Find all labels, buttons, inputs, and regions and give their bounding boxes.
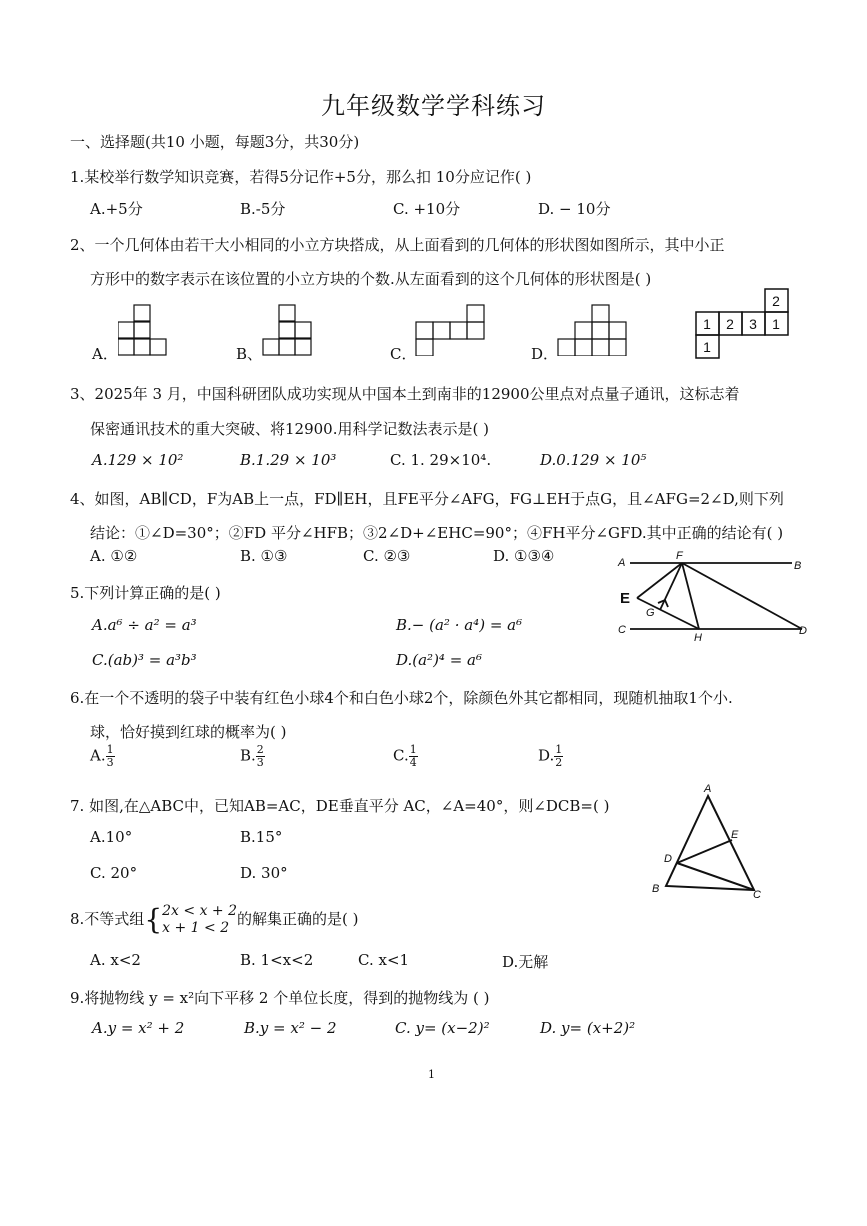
q3-option-c[interactable]: C. 1. 29×10⁴. — [390, 451, 492, 469]
q9-option-b[interactable]: B.y = x² − 2 — [244, 1019, 337, 1037]
q1-option-d[interactable]: D. − 10分 — [538, 200, 611, 218]
denominator: 4 — [409, 756, 417, 769]
q2-stem-line2: 方形中的数字表示在该位置的小立方块的个数.从左面看到的这个几何体的形状图是( ) — [90, 270, 652, 288]
q9-stem: 9.将抛物线 y = x²向下平移 2 个单位长度，得到的抛物线为 ( ) — [70, 989, 490, 1007]
numerator: 2 — [256, 743, 264, 756]
fig-label: A — [618, 557, 626, 569]
grid-number: 1 — [772, 316, 780, 332]
fig-label: B — [794, 560, 802, 572]
q8-option-a[interactable]: A. x<2 — [90, 951, 141, 969]
q3-stem-line1: 3、2025年 3 月，中国科研团队成功实现从中国本土到南非的12900公里点对点量子通讯，这标志着 — [70, 385, 740, 403]
q2-option-d[interactable]: D． — [531, 345, 559, 363]
brace-icon: { — [144, 903, 163, 936]
q3-option-b[interactable]: B.1.29 × 10³ — [240, 451, 337, 469]
q8-option-c[interactable]: C. x<1 — [358, 951, 410, 969]
q3-option-d[interactable]: D.0.129 × 10⁵ — [540, 451, 647, 469]
numerator: 1 — [106, 743, 114, 756]
inequality-2: x + 1 < 2 — [162, 920, 230, 936]
fig-label: C — [753, 889, 761, 900]
q6-stem-line1: 6.在一个不透明的袋子中装有红色小球4个和白色小球2个，除颜色外其它都相同，现随机抽取1个小. — [70, 689, 733, 707]
q6-option-d[interactable] — [538, 744, 563, 769]
q5-option-b[interactable]: B.− (a² · a⁴) = a⁶ — [396, 616, 523, 634]
q5-option-c[interactable]: C.(ab)³ = a³b³ — [92, 651, 197, 669]
q9-option-c[interactable]: C. y= (x−2)² — [395, 1019, 490, 1037]
q5-option-d[interactable]: D.(a²)⁴ = a⁶ — [396, 651, 482, 669]
page-title: 九年级数学学科练习 — [321, 92, 546, 120]
denominator: 3 — [106, 756, 114, 769]
fig-label: E — [620, 590, 631, 607]
grid-number: 2 — [772, 293, 780, 309]
grid-number: 3 — [749, 316, 757, 332]
q1-option-a[interactable]: A.+5分 — [90, 200, 143, 218]
denominator: 3 — [256, 756, 264, 769]
q7-option-c[interactable]: C. 20° — [90, 864, 138, 882]
q6-option-a[interactable] — [90, 744, 115, 769]
q2-figure-d — [557, 304, 629, 356]
q6-option-b[interactable] — [240, 744, 265, 769]
q7-figure — [646, 782, 776, 900]
option-letter: C. — [393, 746, 409, 765]
q2-option-a[interactable]: A． — [92, 345, 118, 363]
grid-number: 2 — [726, 316, 734, 332]
denominator: 2 — [555, 756, 563, 769]
q1-option-c[interactable]: C. +10分 — [393, 200, 461, 218]
q6-option-c[interactable] — [393, 744, 418, 769]
fig-label: E — [731, 829, 739, 841]
fig-label: B — [652, 883, 660, 895]
numerator: 1 — [555, 743, 563, 756]
fig-label: H — [694, 632, 702, 644]
q8-stem-suffix: 的解集正确的是( ) — [237, 910, 359, 928]
q2-stem-line1: 2、一个几何体由若干大小相同的小立方块搭成，从上面看到的几何体的形状图如图所示，其中小正 — [70, 236, 725, 254]
q9-option-d[interactable]: D. y= (x+2)² — [540, 1019, 636, 1037]
q7-stem: 7. 如图,在△ABC中，已知AB=AC，DE垂直平分 AC，∠A=40°，则∠DCB=( ) — [70, 797, 610, 815]
option-letter: B. — [240, 746, 256, 765]
q2-figure-c — [415, 304, 487, 356]
q9-option-a[interactable]: A.y = x² + 2 — [92, 1019, 185, 1037]
q1-option-b[interactable]: B.-5分 — [240, 200, 286, 218]
q3-stem-line2: 保密通讯技术的重大突破、将12900.用科学记数法表示是( ) — [90, 420, 489, 438]
fig-label: D — [664, 853, 672, 865]
q7-option-b[interactable]: B.15° — [240, 828, 283, 846]
q2-option-c[interactable]: C． — [390, 345, 417, 363]
fig-label: D — [799, 625, 807, 637]
fig-label: F — [676, 550, 683, 562]
q2-top-view-figure — [694, 286, 794, 364]
q4-figure — [612, 548, 814, 644]
fig-label: G — [646, 607, 655, 619]
option-letter: D. — [538, 746, 555, 765]
q4-stem-line1: 4、如图，AB∥CD，F为AB上一点，FD∥EH，且FE平分∠AFG，FG⊥EH于点G，且∠AFG=2∠D,则下列 — [70, 490, 784, 508]
q4-option-a[interactable]: A. ①② — [90, 547, 138, 565]
q4-option-c[interactable]: C. ②③ — [363, 547, 411, 565]
grid-number: 1 — [703, 316, 711, 332]
grid-number: 1 — [703, 339, 711, 355]
q5-stem: 5.下列计算正确的是( ) — [70, 584, 221, 602]
numerator: 1 — [409, 743, 417, 756]
fig-label: A — [704, 783, 712, 795]
fig-label: C — [618, 624, 626, 636]
q4-stem-line2: 结论：①∠D=30°；②FD 平分∠HFB；③2∠D+∠EHC=90°；④FH平分∠GFD.其中正确的结论有( ) — [90, 524, 784, 542]
q8-option-d[interactable]: D.无解 — [502, 953, 549, 971]
q7-option-a[interactable]: A.10° — [90, 828, 133, 846]
q7-option-d[interactable]: D. 30° — [240, 864, 288, 882]
q8-option-b[interactable]: B. 1<x<2 — [240, 951, 314, 969]
q5-option-a[interactable]: A.a⁶ ÷ a² = a³ — [92, 616, 197, 634]
inequality-1: 2x < x + 2 — [162, 903, 238, 919]
q8-stem-prefix: 8.不等式组 — [70, 910, 145, 928]
q2-figure-a — [118, 304, 170, 356]
q2-option-b[interactable]: B、 — [236, 345, 263, 363]
q8-stem — [70, 903, 359, 937]
q4-option-b[interactable]: B. ①③ — [240, 547, 288, 565]
q4-option-d[interactable]: D. ①③④ — [493, 547, 555, 565]
section-heading: 一、选择题(共10 小题，每题3分，共30分) — [70, 133, 360, 151]
option-letter: A. — [90, 746, 106, 765]
q6-stem-line2: 球，恰好摸到红球的概率为( ) — [90, 723, 287, 741]
page-number: 1 — [428, 1068, 435, 1081]
q3-option-a[interactable]: A.129 × 10² — [92, 451, 184, 469]
q2-figure-b — [262, 304, 314, 356]
q1-stem: 1.某校举行数学知识竞赛，若得5分记作+5分，那么扣 10分应记作( ) — [70, 168, 532, 186]
